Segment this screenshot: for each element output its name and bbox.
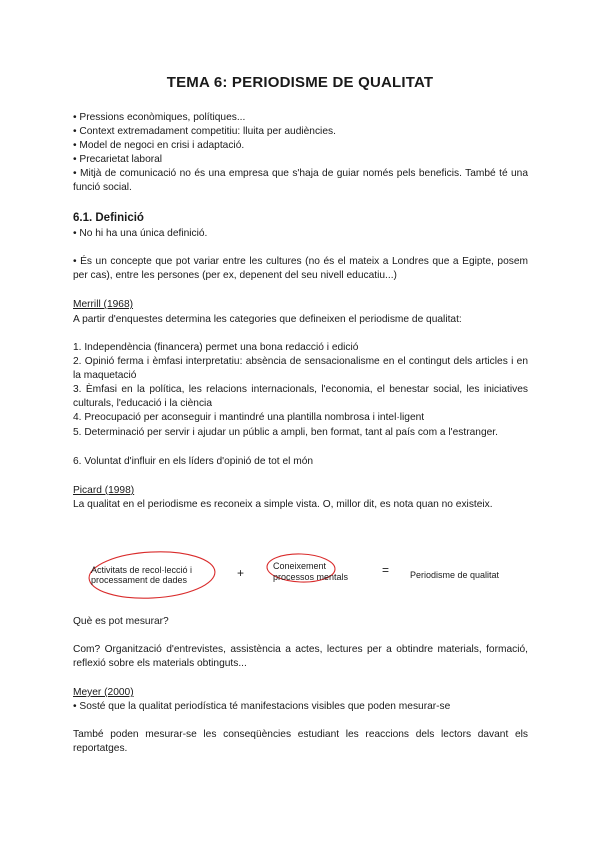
merrill-item: 6. Voluntat d'influir en els líders d'opinió de tot el món <box>73 456 314 467</box>
merrill-item: 1. Independència (financera) permet una bona redacció i edició <box>73 342 359 353</box>
intro-bullet: • Model de negoci en crisi i adaptació. <box>73 140 245 151</box>
intro-bullet: • Context extremadament competitiu: lluita per audiències. <box>73 126 336 137</box>
reference-picard: Picard (1998) <box>73 485 135 496</box>
merrill-item: 4. Preocupació per aconseguir i mantindré una plantilla nombrosa i intel·ligent <box>73 412 425 423</box>
merrill-item: 2. Opinió ferma i èmfasi interpretatiu: absència de sensacionalisme en el contingut dels articles i en la maquetació <box>73 356 528 381</box>
equals-sign: = <box>382 563 390 577</box>
section-heading: 6.1. Definició <box>73 212 144 224</box>
quality-equation-diagram <box>73 548 533 618</box>
merrill-item: 5. Determinació per servir i ajudar un públic a ampli, ben format, tant al país com a l'estranger. <box>73 427 498 438</box>
term2-line2: processos mentals <box>273 572 349 582</box>
meyer-bullet: • Sosté que la qualitat periodística té manifestacions visibles que poden mesurar-se <box>73 701 451 712</box>
term2-line1: Coneixement <box>273 561 327 571</box>
meyer-text: També poden mesurar-se les conseqüències estudiant les reaccions dels lectors davant els reportatges. <box>73 729 528 754</box>
picard-text: La qualitat en el periodisme es reconeix a simple vista. O, millor dit, es nota quan no existeix. <box>73 499 493 510</box>
definition-bullet: • No hi ha una única definició. <box>73 228 208 239</box>
intro-bullet: • Precarietat laboral <box>73 154 163 165</box>
result-label: Periodisme de qualitat <box>410 570 500 580</box>
term1-line1: Activitats de recol·lecció i <box>91 565 193 575</box>
question-text: Què es pot mesurar? <box>73 616 169 627</box>
merrill-intro: A partir d'enquestes determina les categories que defineixen el periodisme de qualitat: <box>73 314 462 325</box>
reference-merrill: Merrill (1968) <box>73 299 134 310</box>
term1-line2: processament de dades <box>91 575 188 585</box>
intro-bullet: • Pressions econòmiques, polítiques... <box>73 112 246 123</box>
answer-text: Com? Organització d'entrevistes, assistència a actes, lectures per a obtindre materials, formació, reflexió sobre els materials obtinguts... <box>73 644 528 669</box>
merrill-item: 3. Èmfasi en la política, les relacions internacionals, l'economia, el benestar social, les iniciatives culturals, l'educació i la ciència <box>73 384 528 409</box>
plus-sign: + <box>237 566 245 580</box>
page-title: TEMA 6: PERIODISME DE QUALITAT <box>166 74 434 91</box>
intro-bullet: • Mitjà de comunicació no és una empresa que s'haja de guiar només pels beneficis. També té una funció social. <box>73 168 528 193</box>
reference-meyer: Meyer (2000) <box>73 687 134 698</box>
definition-bullet: • És un concepte que pot variar entre les cultures (no és el mateix a Londres que a Egipte, posem per cas), entre les persones (per ex, depenent del seu nivell educatiu...) <box>73 256 528 281</box>
